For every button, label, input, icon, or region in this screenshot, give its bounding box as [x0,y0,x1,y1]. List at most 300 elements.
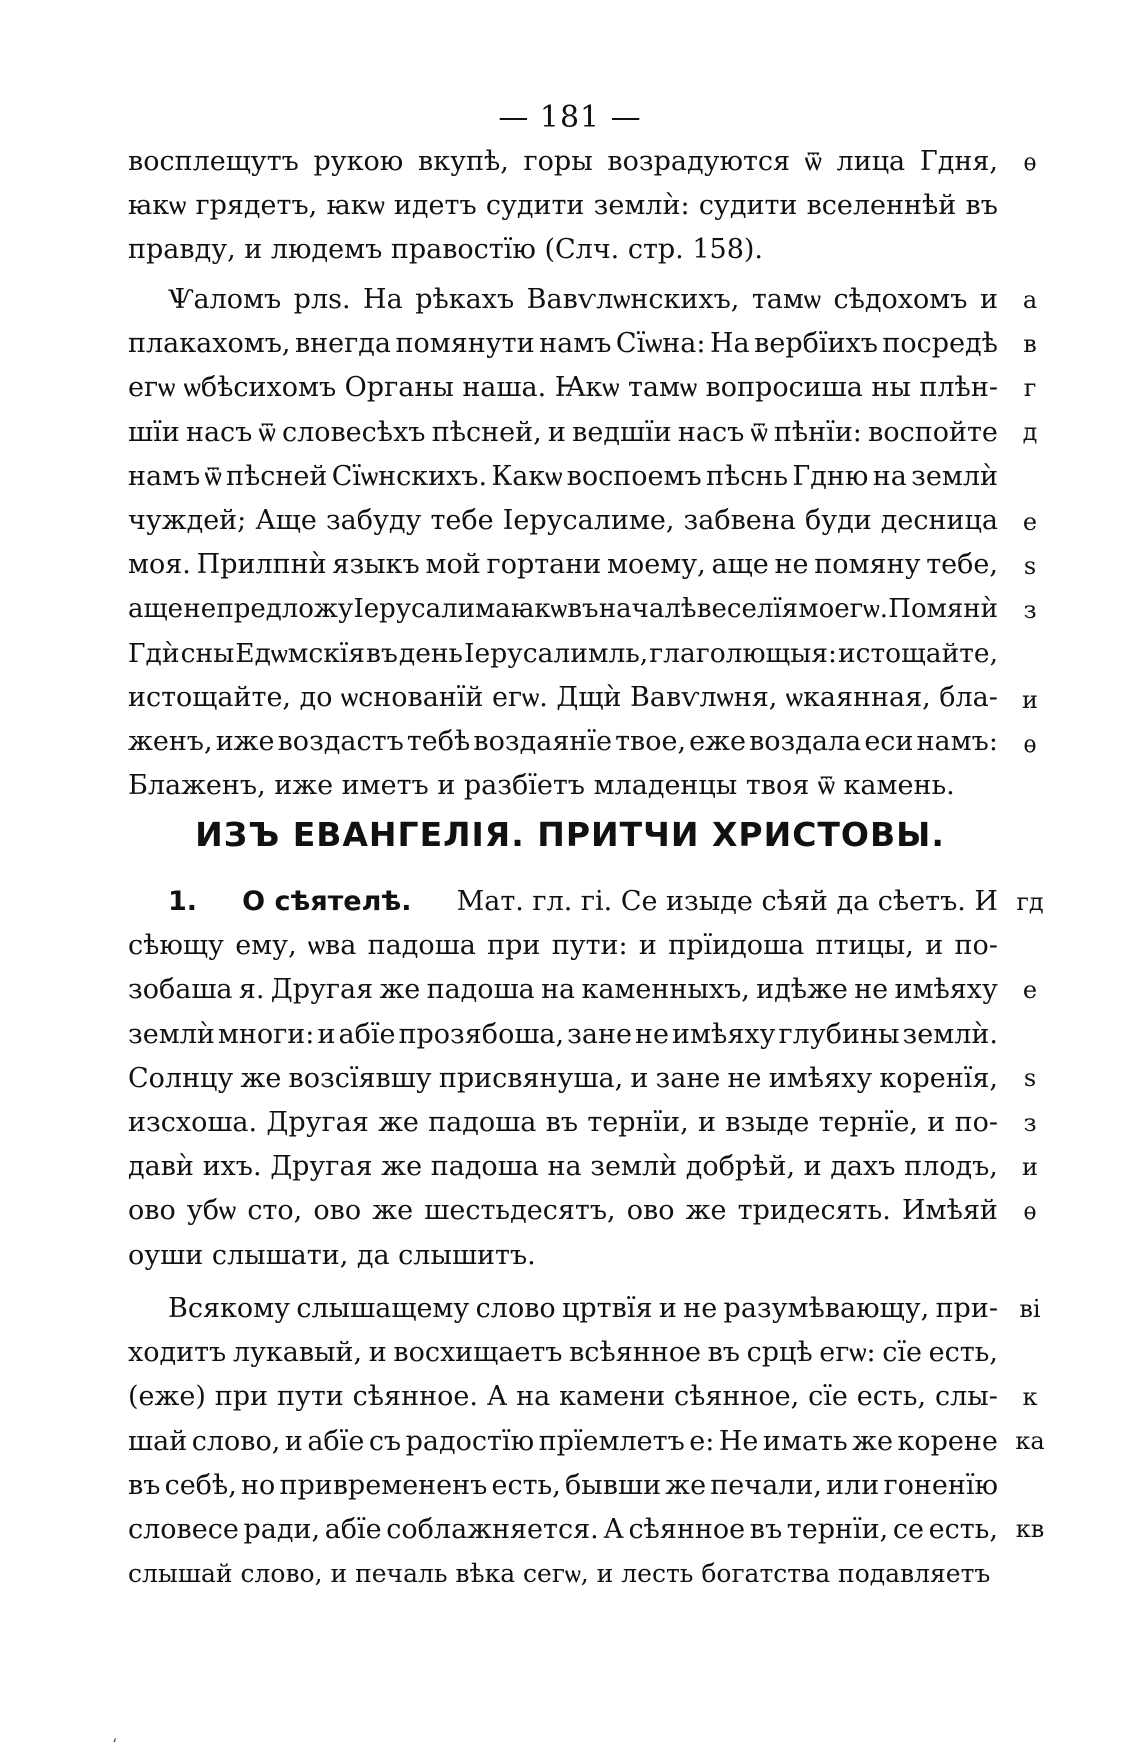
word: рѣкахъ [415,284,515,315]
verse-number: г [1023,374,1037,402]
text-line [128,1287,998,1331]
word: срцѣ [746,1337,813,1369]
word: забвена [683,504,796,536]
word: намъ: [916,725,998,757]
word: Прилпнѝ [196,549,327,581]
word: воздала [749,725,862,757]
word: грядетъ, [195,190,318,222]
word: и [927,1106,946,1138]
word: всѣянное [569,1337,701,1369]
word: Іерусалимль, [464,637,649,669]
word: вербїихъ [754,328,878,360]
word: же [381,1151,423,1183]
word: ѡбѣсихомъ [183,372,337,404]
word: землѝ. [902,1018,998,1050]
word: Ѱаломъ [168,284,282,315]
word: привремененъ [279,1469,488,1501]
word: рлѕ. [293,284,351,315]
word: ему, [235,930,297,962]
word: женъ, [128,725,213,757]
word: цртвїя [562,1293,653,1324]
word: же [665,1469,707,1501]
word: пути [276,1381,344,1413]
text-line [128,720,998,764]
parable-text-start: Мат. гл. гі. Се изыде сѣяй да сѣетъ. И [456,886,998,917]
word: судити [485,190,585,222]
word: добрѣй, [685,1151,796,1183]
word: каменныхъ, [581,974,750,1006]
word: намъ [539,328,612,360]
word: же [240,1062,282,1094]
text-line: Блаженъ, иже иметъ и разбїетъ младенцы твоя ѿ камень. [128,770,955,802]
word: день [398,637,463,669]
word: Другая [266,1106,369,1138]
word: сѣянное. [352,1381,478,1413]
word: ны [871,372,911,404]
text-line [128,1145,998,1189]
word: намъ [128,460,201,492]
word: или [826,1469,880,1501]
word: Іерусалиме, [502,504,675,536]
verse-number: и [1022,1153,1038,1181]
word: воздастъ [277,725,404,757]
verse-numbers-upper [1000,140,1060,780]
word: помяну [814,549,921,581]
word: На [710,328,750,360]
text-line [128,880,998,924]
word: камени [559,1381,666,1413]
word: зобаша [128,974,233,1006]
word: Вавѵлѡня, [630,681,778,713]
word: началѣ [598,594,697,625]
word: языкъ [332,549,420,581]
text-line [128,587,998,631]
parable-title: О сѣятелѣ. [242,886,412,917]
word: взыде [725,1106,810,1138]
text-line [128,1420,998,1464]
word: изсхоша. [128,1106,258,1138]
word: тебѣ [406,725,471,757]
word: ово [313,1195,362,1227]
word: и [547,416,566,448]
word: прїемлетъ [538,1425,685,1457]
word: пути: [551,930,628,962]
word: тернїи, [587,1106,689,1138]
word: Другая [270,1151,373,1183]
word: насъ [677,416,745,448]
text-line [128,1508,998,1552]
word: словесѣхъ [281,416,426,448]
word: воздаянїе [473,725,612,757]
word: восхищаетъ [393,1337,563,1369]
word: но [241,1469,276,1501]
word: въ [567,594,599,625]
word: Вавѵлѡнскихъ, [526,284,740,315]
word: словесе [128,1513,239,1545]
verse-number: ѳ [1023,1197,1037,1225]
word: на [872,460,907,492]
verse-number: и [1022,686,1038,714]
word: коренїя, [879,1062,998,1094]
word: многи: [217,1018,315,1050]
word: абїе [307,1425,365,1457]
word: глаголющыя: [649,637,837,669]
text-line [128,1331,998,1375]
word: Солнцу [128,1062,234,1094]
verse-numbers-lower [1000,880,1060,1600]
word: иже [215,725,275,757]
word: ведшїи [572,416,672,448]
verse-number: д [1022,418,1038,446]
verse-number: з [1023,1109,1037,1137]
word: соблажняется. [386,1513,599,1545]
word: сїе [882,1337,922,1369]
verse-number: к [1022,1383,1038,1411]
verse-number: ві [1019,1295,1041,1323]
word: ѿ [804,146,822,177]
word: слы- [934,1381,998,1413]
section-heading: ИЗЪ ЕВАНГЕЛІЯ. ПРИТЧИ ХРИСТОВЫ. [195,815,945,854]
word: шїи [128,416,180,448]
word: плодъ, [904,1151,998,1183]
text-line: оуши слышати, да слышитъ. [128,1239,536,1271]
word: рукою [313,146,404,177]
paragraph-3-parable [128,880,998,1278]
verse-number: ѳ [1023,730,1037,758]
word: вкупѣ, [418,146,509,177]
text-line [128,632,998,676]
word: землѝ [590,1151,678,1183]
word: и [317,1018,336,1050]
word: имать [762,1425,848,1457]
stray-mark: ‘ [112,1735,118,1754]
word: истощайте, [128,681,292,713]
verse-number: е [1022,976,1038,1004]
word: Сїѡнскихъ. [331,460,488,492]
text-line [128,1189,998,1233]
word: ѡва [307,930,357,962]
verse-number: ѕ [1023,1064,1037,1092]
word: Гдѝ [128,637,180,669]
word: себѣ, [164,1469,237,1501]
word: сѣющу [128,930,224,962]
word: ѿ [204,460,222,492]
word: же [378,1106,419,1138]
paragraph-4 [128,1287,998,1596]
word: А [603,1513,624,1545]
word: тернїи, [786,1513,889,1545]
word: Имѣяй [902,1195,998,1227]
word: бла- [939,681,998,713]
word: пѣнїи: [773,416,862,448]
word: ѡкаянная, [785,681,931,713]
word: аще [128,594,184,625]
word: чуждей; [128,504,247,536]
word: тамѡ [627,372,698,404]
paragraph-2-psalm [128,278,998,808]
word: ово [626,1195,675,1227]
word: ѿ [750,416,768,448]
verse-number: кв [1015,1515,1045,1543]
word: сто, [247,1195,303,1227]
text-line [128,322,998,366]
word: Гдню [792,460,869,492]
word: пѣсней [226,460,328,492]
word: землѝ: [593,190,690,222]
text-line [128,1464,998,1508]
word: есть, [928,1337,998,1369]
word: насъ [185,416,253,448]
word: тернїе, [818,1106,919,1138]
word: гоненїю [883,1469,998,1501]
word: не [683,1293,718,1324]
word: А [486,1381,508,1413]
word: посредѣ [882,328,998,360]
word: въ [707,1337,740,1369]
word: при- [935,1293,998,1324]
word: не [183,594,217,625]
word: убѡ [186,1195,237,1227]
word: слышащему [296,1293,470,1324]
word: егѡ: [819,1337,876,1369]
word: е: [689,1425,715,1457]
word: давѝ [128,1151,194,1183]
word: абїе [324,1513,382,1545]
word: плѣн- [919,372,998,404]
word: же [372,1195,414,1227]
word: и [630,1062,649,1094]
verse-number: гд [1016,888,1044,916]
word: абїе [338,1018,396,1050]
word: по- [954,1106,998,1138]
word: и [284,1425,303,1457]
word: забуду [325,504,422,536]
word: радостїю [405,1425,535,1457]
word: падоша [430,1151,539,1183]
word: же [852,1425,893,1457]
word: ово [128,1195,176,1227]
word: ꙗкѡ [510,594,568,625]
word: сѣянное, [673,1381,800,1413]
word: и [658,1293,677,1324]
word: съ [368,1425,402,1457]
word: слово [475,1293,556,1324]
word: ради, [243,1513,321,1545]
word: по- [954,930,998,962]
word: мой [425,549,481,581]
word: землѝ [128,1018,215,1050]
word: Всякому [168,1293,291,1324]
word: шестьдесятъ, [424,1195,616,1227]
word: въ [749,1513,783,1545]
word: зане [655,1062,721,1094]
text-line: правду, и людемъ правостїю (Слч. стр. 158). [128,234,763,266]
word: прозябоша, [398,1018,565,1050]
verse-number: ѕ [1023,552,1037,580]
word: тридесять. [737,1195,891,1227]
word: имѣяху [768,1062,873,1094]
word: твое, [615,725,687,757]
word: глубины [778,1018,900,1050]
word: въ [545,1106,579,1138]
word: въ [128,1469,161,1501]
word: на [547,1151,582,1183]
word: лукавый, [232,1337,363,1369]
word: и [638,930,657,962]
word: ихъ. [202,1151,262,1183]
word: на [541,974,576,1006]
word: птицы, [815,930,914,962]
word: падоша [426,974,535,1006]
word: есть, [928,1513,998,1545]
word: гортани [486,549,602,581]
word: разумѣвающу, [723,1293,930,1324]
word: егѡ [128,372,176,404]
text-line: слышай слово, и печаль вѣка сегѡ, и лесть богатства подавляетъ [128,1559,991,1589]
word: падоша [367,930,476,962]
verse-number: в [1023,330,1037,358]
word: тамѡ [751,284,821,315]
word: печали, [710,1469,822,1501]
verse-number: з [1023,596,1037,624]
text-line [128,968,998,1012]
word: пѣснь [705,460,789,492]
word: слово, [191,1425,281,1457]
word: Едѡмскїя [235,637,365,669]
text-line [128,278,998,322]
text-line [128,676,998,720]
word: веселїя [696,594,799,625]
word: ѡснованїй [341,681,484,713]
word: Сїѡна: [615,328,706,360]
word: егѡ. [492,681,548,713]
verse-number: е [1022,508,1038,536]
text-line [128,499,998,543]
word: бывши [565,1469,662,1501]
text-line [128,366,998,410]
word: моя. [128,549,191,581]
word: Не [718,1425,759,1457]
text-line [128,1057,998,1101]
word: Другая [270,974,374,1006]
word: тебе, [926,549,998,581]
word: вселеннѣй [806,190,957,222]
word: На [363,284,403,315]
word: Гдня, [919,146,998,177]
word: Органы [344,372,454,404]
word: Іерусалима [353,594,511,625]
word: корене [897,1425,998,1457]
word: ѿ [258,416,276,448]
text-line [128,924,998,968]
word: и [368,1337,387,1369]
word: десница [880,504,998,536]
word: и [925,930,944,962]
word: ꙗкѡ [326,190,385,222]
text-line [128,411,998,455]
word: воспойте [868,416,998,448]
word: буди [804,504,872,536]
word: сѣдохомъ [833,284,968,315]
word: воспоемъ [566,460,702,492]
word: въ [965,190,998,222]
word: падоша [428,1106,537,1138]
word: землѝ [911,460,998,492]
word: сны [180,637,235,669]
word: истощайте, [838,637,998,669]
word: и [979,284,998,315]
word: горы [523,146,593,177]
text-line [128,140,998,184]
word: Помянѝ [888,594,998,625]
word: присвянуша, [438,1062,624,1094]
word: моегѡ. [798,594,888,625]
text-line [128,455,998,499]
word: есть, [856,1381,927,1413]
word: вопросиша [705,372,863,404]
word: же [685,1195,727,1227]
word: еси [864,725,914,757]
word: лица [836,146,906,177]
word: судити [698,190,798,222]
word: восплещутъ [128,146,299,177]
word: возрадуются [607,146,791,177]
verse-number: а [1022,286,1038,314]
word: въ [366,637,398,669]
word: плакахомъ, [128,328,291,360]
word: же [379,974,421,1006]
text-line [128,1375,998,1419]
word: се [892,1513,924,1545]
word: не [774,549,809,581]
verse-number: ѳ [1023,148,1037,176]
word: имѣяху [894,974,998,1006]
word: Дщѝ [556,681,622,713]
word: зане [567,1018,632,1050]
verse-number: ка [1015,1427,1045,1455]
page-number: — 181 — [498,100,642,135]
paragraph-1 [128,140,998,273]
word: не [635,1018,669,1050]
text-line [128,543,998,587]
word: предложу [216,594,354,625]
text-line [128,184,998,228]
parable-number: 1. [168,886,198,917]
word: сїе [808,1381,848,1413]
word: до [299,681,333,713]
word: я. [238,974,265,1006]
word: и [698,1106,717,1138]
word: Ꙗкѡ [554,372,620,404]
word: при [214,1381,269,1413]
word: не [727,1062,762,1094]
word: наша. [462,372,547,404]
word: возсїявшу [288,1062,432,1094]
word: внегда [294,328,392,360]
word: есть, [491,1469,561,1501]
word: пѣсней, [431,416,542,448]
word: сѣянное [628,1513,746,1545]
word: шай [128,1425,188,1457]
word: имѣяху [672,1018,776,1050]
word: идетъ [393,190,477,222]
word: Аще [255,504,317,536]
word: ходитъ [128,1337,227,1369]
word: помянути [395,328,535,360]
text-line [128,1013,998,1057]
word: аще [711,549,769,581]
word: прїидоша [668,930,805,962]
